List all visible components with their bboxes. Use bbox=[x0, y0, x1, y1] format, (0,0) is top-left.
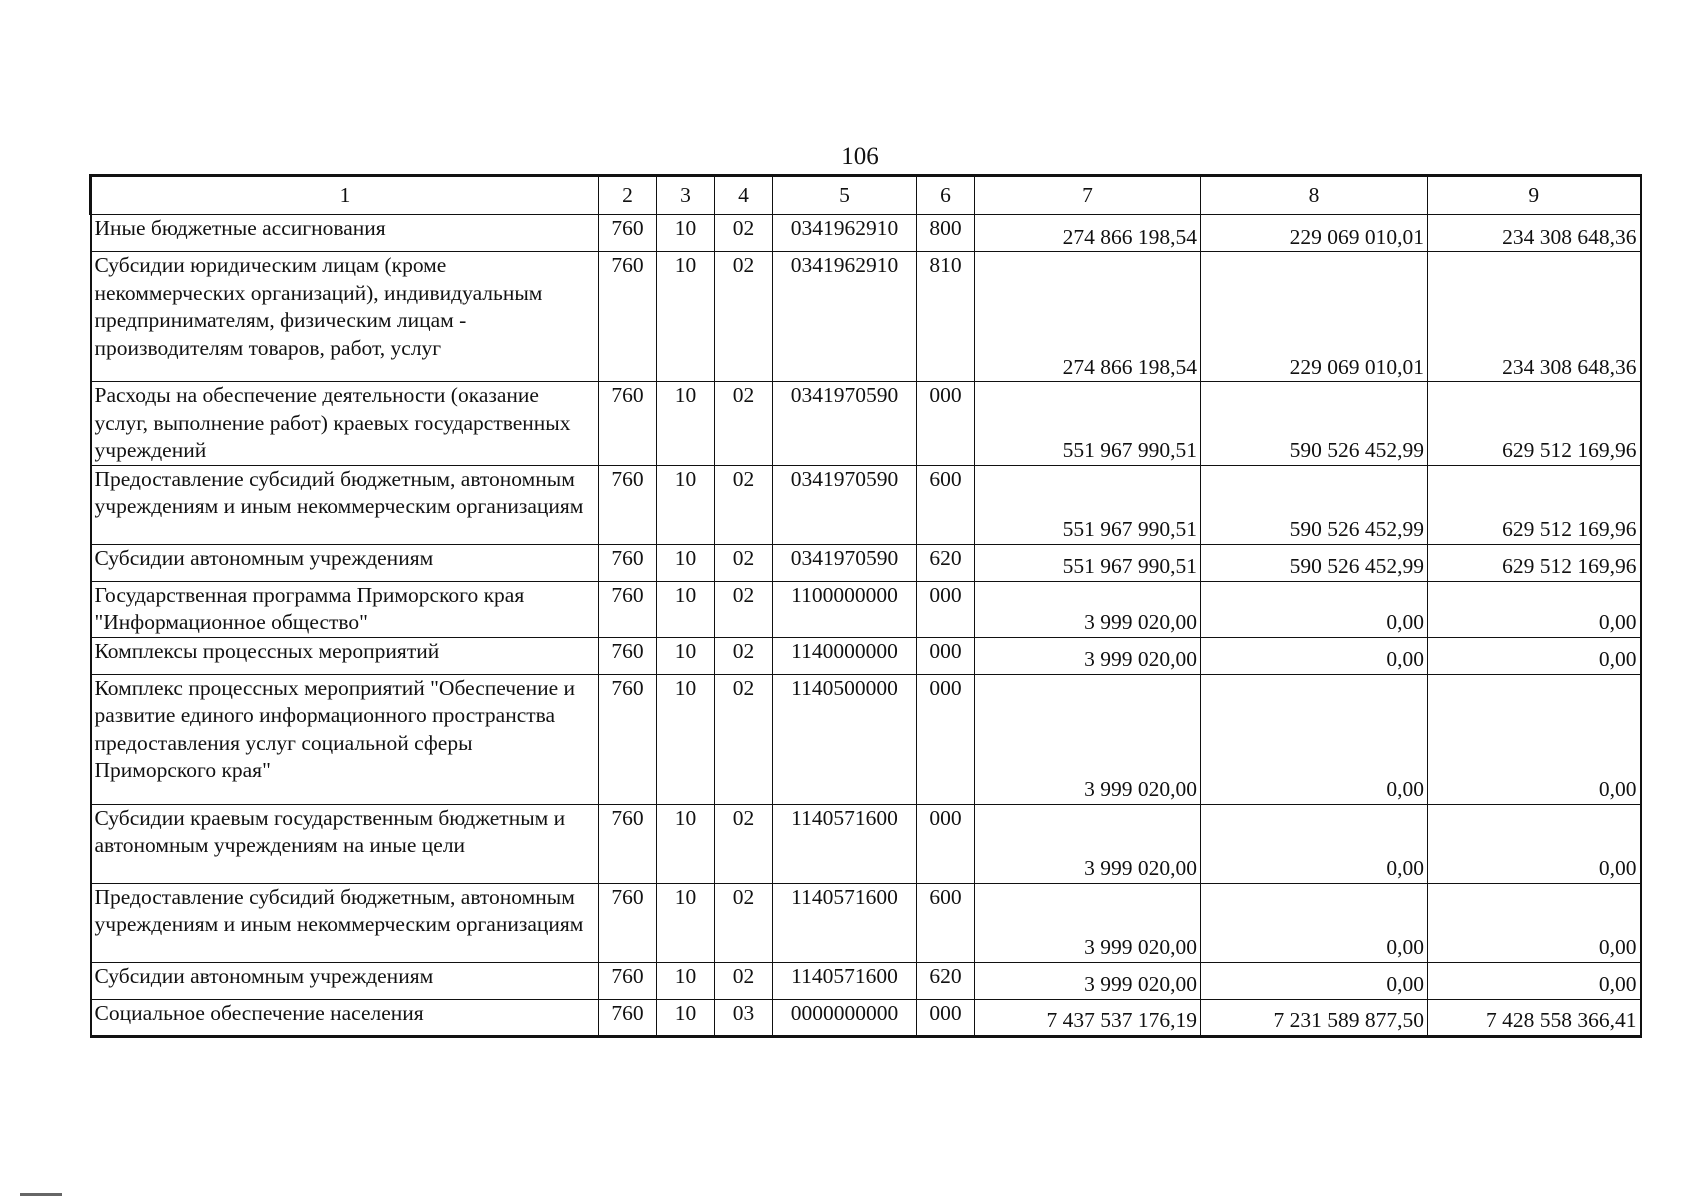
amount-year-2-cell: 590 526 452,99 bbox=[1201, 465, 1428, 544]
expense-type-code-cell: 620 bbox=[917, 962, 975, 999]
item-name-cell: Социальное обеспечение населения bbox=[91, 999, 599, 1036]
ministry-code-cell: 760 bbox=[599, 637, 657, 674]
amount-year-3-cell: 0,00 bbox=[1428, 804, 1641, 883]
table-row bbox=[91, 999, 1641, 1036]
section-code-cell: 10 bbox=[657, 252, 715, 382]
item-name-cell: Предоставление субсидий бюджетным, автономным учреждениям и иным некоммерческим организациям bbox=[91, 465, 599, 544]
target-article-code-cell: 1140571600 bbox=[773, 883, 917, 962]
expense-type-code-cell: 000 bbox=[917, 382, 975, 466]
ministry-code-cell: 760 bbox=[599, 581, 657, 637]
table-row bbox=[91, 581, 1641, 637]
amount-year-1-cell: 3 999 020,00 bbox=[975, 883, 1201, 962]
section-code-cell: 10 bbox=[657, 637, 715, 674]
subsection-code-cell: 02 bbox=[715, 382, 773, 466]
amount-year-1-cell: 3 999 020,00 bbox=[975, 962, 1201, 999]
section-code-cell: 10 bbox=[657, 962, 715, 999]
amount-year-2-cell: 0,00 bbox=[1201, 804, 1428, 883]
item-name-cell: Комплексы процессных мероприятий bbox=[91, 637, 599, 674]
column-header: 4 bbox=[715, 176, 773, 215]
expense-type-code-cell: 000 bbox=[917, 581, 975, 637]
amount-year-1-cell: 274 866 198,54 bbox=[975, 252, 1201, 382]
section-code-cell: 10 bbox=[657, 544, 715, 581]
subsection-code-cell: 02 bbox=[715, 883, 773, 962]
target-article-code-cell: 0341962910 bbox=[773, 252, 917, 382]
ministry-code-cell: 760 bbox=[599, 252, 657, 382]
amount-year-2-cell: 0,00 bbox=[1201, 637, 1428, 674]
amount-year-3-cell: 0,00 bbox=[1428, 962, 1641, 999]
expense-type-code-cell: 000 bbox=[917, 674, 975, 804]
amount-year-2-cell: 0,00 bbox=[1201, 674, 1428, 804]
amount-year-1-cell: 274 866 198,54 bbox=[975, 215, 1201, 252]
column-header: 2 bbox=[599, 176, 657, 215]
item-name-cell: Расходы на обеспечение деятельности (оказание услуг, выполнение работ) краевых государственных учреждений bbox=[91, 382, 599, 466]
subsection-code-cell: 03 bbox=[715, 999, 773, 1036]
section-code-cell: 10 bbox=[657, 382, 715, 466]
amount-year-3-cell: 7 428 558 366,41 bbox=[1428, 999, 1641, 1036]
item-name-cell: Субсидии краевым государственным бюджетным и автономным учреждениям на иные цели bbox=[91, 804, 599, 883]
section-code-cell: 10 bbox=[657, 804, 715, 883]
expense-type-code-cell: 620 bbox=[917, 544, 975, 581]
amount-year-2-cell: 0,00 bbox=[1201, 581, 1428, 637]
table-row bbox=[91, 883, 1641, 962]
amount-year-3-cell: 629 512 169,96 bbox=[1428, 382, 1641, 466]
amount-year-2-cell: 7 231 589 877,50 bbox=[1201, 999, 1428, 1036]
subsection-code-cell: 02 bbox=[715, 544, 773, 581]
ministry-code-cell: 760 bbox=[599, 883, 657, 962]
expense-type-code-cell: 000 bbox=[917, 999, 975, 1036]
expense-type-code-cell: 600 bbox=[917, 883, 975, 962]
subsection-code-cell: 02 bbox=[715, 674, 773, 804]
item-name-cell: Субсидии автономным учреждениям bbox=[91, 544, 599, 581]
target-article-code-cell: 1140571600 bbox=[773, 962, 917, 999]
amount-year-2-cell: 229 069 010,01 bbox=[1201, 252, 1428, 382]
subsection-code-cell: 02 bbox=[715, 962, 773, 999]
amount-year-3-cell: 234 308 648,36 bbox=[1428, 252, 1641, 382]
section-code-cell: 10 bbox=[657, 999, 715, 1036]
subsection-code-cell: 02 bbox=[715, 581, 773, 637]
budget-table bbox=[89, 174, 1642, 1038]
expense-type-code-cell: 000 bbox=[917, 637, 975, 674]
ministry-code-cell: 760 bbox=[599, 382, 657, 466]
section-code-cell: 10 bbox=[657, 215, 715, 252]
column-header: 8 bbox=[1201, 176, 1428, 215]
amount-year-3-cell: 0,00 bbox=[1428, 883, 1641, 962]
target-article-code-cell: 0341970590 bbox=[773, 465, 917, 544]
amount-year-3-cell: 0,00 bbox=[1428, 581, 1641, 637]
ministry-code-cell: 760 bbox=[599, 215, 657, 252]
section-code-cell: 10 bbox=[657, 674, 715, 804]
expense-type-code-cell: 600 bbox=[917, 465, 975, 544]
ministry-code-cell: 760 bbox=[599, 544, 657, 581]
amount-year-1-cell: 3 999 020,00 bbox=[975, 674, 1201, 804]
expense-type-code-cell: 000 bbox=[917, 804, 975, 883]
table-row bbox=[91, 465, 1641, 544]
table-row bbox=[91, 637, 1641, 674]
column-header: 7 bbox=[975, 176, 1201, 215]
table-row bbox=[91, 674, 1641, 804]
amount-year-2-cell: 0,00 bbox=[1201, 883, 1428, 962]
target-article-code-cell: 0341962910 bbox=[773, 215, 917, 252]
amount-year-3-cell: 629 512 169,96 bbox=[1428, 544, 1641, 581]
table-row bbox=[91, 544, 1641, 581]
amount-year-1-cell: 551 967 990,51 bbox=[975, 544, 1201, 581]
item-name-cell: Государственная программа Приморского края "Информационное общество" bbox=[91, 581, 599, 637]
column-header: 1 bbox=[91, 176, 599, 215]
amount-year-3-cell: 0,00 bbox=[1428, 637, 1641, 674]
item-name-cell: Комплекс процессных мероприятий "Обеспечение и развитие единого информационного пространства предоставления услуг социальной сферы Приморского края" bbox=[91, 674, 599, 804]
amount-year-3-cell: 629 512 169,96 bbox=[1428, 465, 1641, 544]
amount-year-1-cell: 7 437 537 176,19 bbox=[975, 999, 1201, 1036]
item-name-cell: Предоставление субсидий бюджетным, автономным учреждениям и иным некоммерческим организациям bbox=[91, 883, 599, 962]
ministry-code-cell: 760 bbox=[599, 465, 657, 544]
table-row bbox=[91, 215, 1641, 252]
target-article-code-cell: 0341970590 bbox=[773, 382, 917, 466]
amount-year-2-cell: 0,00 bbox=[1201, 962, 1428, 999]
target-article-code-cell: 1140500000 bbox=[773, 674, 917, 804]
ministry-code-cell: 760 bbox=[599, 674, 657, 804]
subsection-code-cell: 02 bbox=[715, 804, 773, 883]
target-article-code-cell: 1140571600 bbox=[773, 804, 917, 883]
amount-year-1-cell: 551 967 990,51 bbox=[975, 465, 1201, 544]
amount-year-2-cell: 229 069 010,01 bbox=[1201, 215, 1428, 252]
amount-year-2-cell: 590 526 452,99 bbox=[1201, 544, 1428, 581]
target-article-code-cell: 1140000000 bbox=[773, 637, 917, 674]
section-code-cell: 10 bbox=[657, 465, 715, 544]
subsection-code-cell: 02 bbox=[715, 215, 773, 252]
amount-year-1-cell: 3 999 020,00 bbox=[975, 637, 1201, 674]
subsection-code-cell: 02 bbox=[715, 465, 773, 544]
item-name-cell: Иные бюджетные ассигнования bbox=[91, 215, 599, 252]
column-header: 3 bbox=[657, 176, 715, 215]
amount-year-1-cell: 3 999 020,00 bbox=[975, 804, 1201, 883]
target-article-code-cell: 0341970590 bbox=[773, 544, 917, 581]
amount-year-1-cell: 3 999 020,00 bbox=[975, 581, 1201, 637]
table-header-row bbox=[91, 176, 1641, 215]
item-name-cell: Субсидии автономным учреждениям bbox=[91, 962, 599, 999]
table-row bbox=[91, 252, 1641, 382]
amount-year-3-cell: 0,00 bbox=[1428, 674, 1641, 804]
expense-type-code-cell: 800 bbox=[917, 215, 975, 252]
amount-year-3-cell: 234 308 648,36 bbox=[1428, 215, 1641, 252]
column-header: 5 bbox=[773, 176, 917, 215]
ministry-code-cell: 760 bbox=[599, 804, 657, 883]
table-row bbox=[91, 382, 1641, 466]
column-header: 9 bbox=[1428, 176, 1641, 215]
section-code-cell: 10 bbox=[657, 883, 715, 962]
table-row bbox=[91, 804, 1641, 883]
page-number: 106 bbox=[841, 143, 879, 170]
scan-mark bbox=[20, 1193, 62, 1196]
ministry-code-cell: 760 bbox=[599, 999, 657, 1036]
section-code-cell: 10 bbox=[657, 581, 715, 637]
column-header: 6 bbox=[917, 176, 975, 215]
target-article-code-cell: 1100000000 bbox=[773, 581, 917, 637]
target-article-code-cell: 0000000000 bbox=[773, 999, 917, 1036]
expense-type-code-cell: 810 bbox=[917, 252, 975, 382]
amount-year-1-cell: 551 967 990,51 bbox=[975, 382, 1201, 466]
amount-year-2-cell: 590 526 452,99 bbox=[1201, 382, 1428, 466]
table-row bbox=[91, 962, 1641, 999]
ministry-code-cell: 760 bbox=[599, 962, 657, 999]
subsection-code-cell: 02 bbox=[715, 252, 773, 382]
subsection-code-cell: 02 bbox=[715, 637, 773, 674]
item-name-cell: Субсидии юридическим лицам (кроме некоммерческих организаций), индивидуальным предпринимателям, физическим лицам - производителям товаров, работ, услуг bbox=[91, 252, 599, 382]
